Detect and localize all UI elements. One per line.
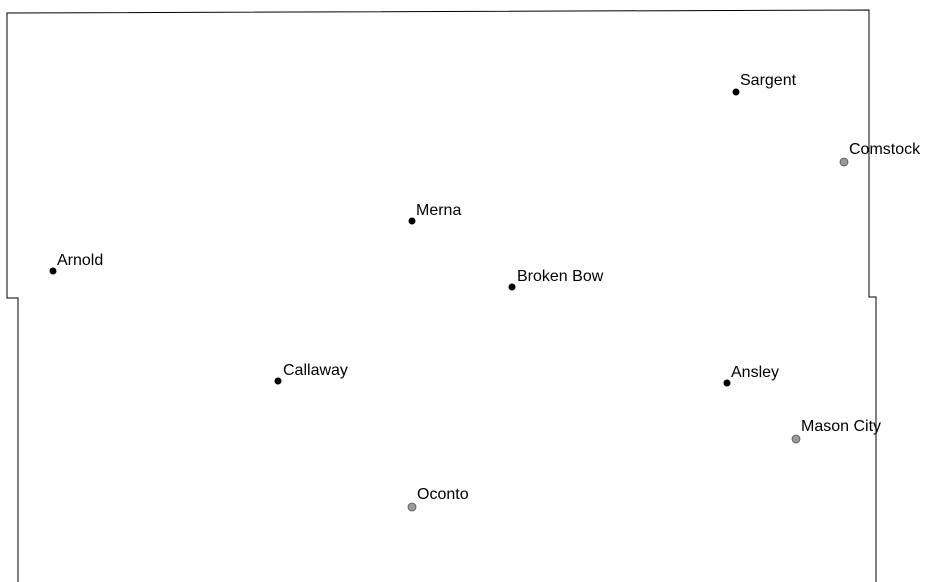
place-label: Ansley (731, 364, 780, 381)
place-label: Callaway (283, 362, 348, 379)
city-marker-icon (275, 378, 282, 385)
village-marker-icon (840, 158, 848, 166)
village-marker-icon (792, 435, 800, 443)
place-label: Merna (416, 202, 462, 219)
place-label: Arnold (57, 252, 104, 269)
place-label: Mason City (801, 418, 882, 435)
village-marker-icon (408, 503, 416, 511)
city-marker-icon (409, 218, 416, 225)
place-label: Comstock (849, 141, 921, 158)
city-marker-icon (509, 284, 516, 291)
place-label: Sargent (740, 72, 797, 89)
place-label: Broken Bow (517, 268, 604, 285)
city-marker-icon (724, 380, 731, 387)
city-marker-icon (50, 268, 57, 275)
place-label: Oconto (417, 486, 469, 503)
city-marker-icon (733, 89, 740, 96)
